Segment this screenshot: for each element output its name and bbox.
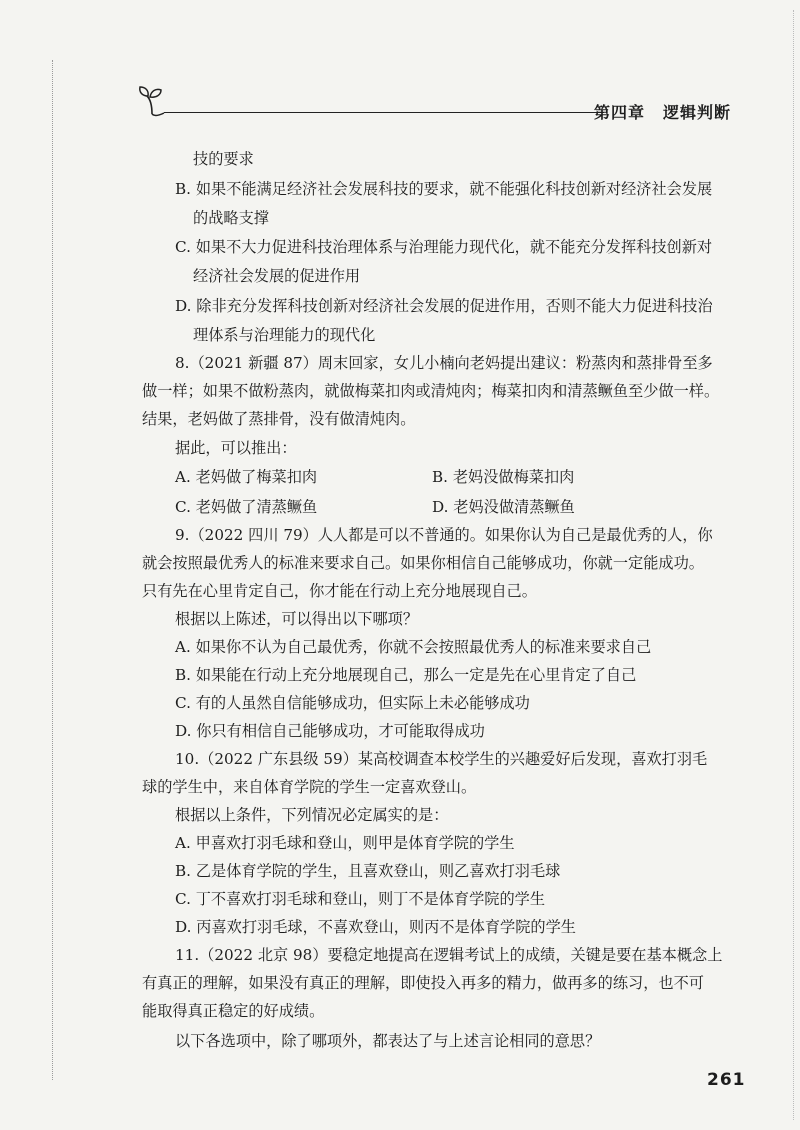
text-line: 根据以上条件，下列情况必定属实的是： (175, 806, 449, 824)
option-a: A. 如果你不认为自己最优秀，你就不会按照最优秀人的标准来要求自己 (175, 638, 652, 656)
text-line: 的战略支撑 (193, 209, 269, 227)
option-b: B. 老妈没做梅菜扣肉 (432, 468, 575, 486)
page-number: 261 (707, 1070, 746, 1090)
text-line: 球的学生中，来自体育学院的学生一定喜欢登山。 (142, 778, 477, 796)
option-c: C. 丁不喜欢打羽毛球和登山，则丁不是体育学院的学生 (175, 890, 546, 908)
text-line: 能取得真正稳定的好成绩。 (142, 1002, 325, 1020)
header-rule (164, 112, 604, 113)
option-d: D. 老妈没做清蒸鳜鱼 (432, 498, 575, 516)
text-line: 9.（2022 四川 79）人人都是可以不普通的。如果你认为自己是最优秀的人，你 (175, 526, 713, 544)
text-line: C. 如果不大力促进科技治理体系与治理能力现代化，就不能充分发挥科技创新对 (175, 238, 713, 256)
text-line: 就会按照最优秀人的标准来要求自己。如果你相信自己能够成功，你就一定能成功。 (142, 554, 704, 572)
text-line: B. 如果不能满足经济社会发展科技的要求，就不能强化科技创新对经济社会发展 (175, 180, 713, 198)
option-d: D. 你只有相信自己能够成功，才可能取得成功 (175, 722, 485, 740)
edge-margin (793, 10, 794, 1120)
binding-margin (52, 60, 53, 1080)
chapter-label: 第四章 (594, 103, 646, 122)
option-a: A. 甲喜欢打羽毛球和登山，则甲是体育学院的学生 (175, 834, 515, 852)
text-line: 做一样；如果不做粉蒸肉，就做梅菜扣肉或清炖肉；梅菜扣肉和清蒸鳜鱼至少做一样。 (142, 382, 720, 400)
option-b: B. 如果能在行动上充分地展现自己，那么一定是先在心里肯定了自己 (175, 666, 637, 684)
option-b: B. 乙是体育学院的学生，且喜欢登山，则乙喜欢打羽毛球 (175, 862, 561, 880)
option-d: D. 丙喜欢打羽毛球，不喜欢登山，则丙不是体育学院的学生 (175, 918, 576, 936)
option-c: C. 有的人虽然自信能够成功，但实际上未必能够成功 (175, 694, 530, 712)
text-line: 只有先在心里肯定自己，你才能在行动上充分地展现自己。 (142, 582, 537, 600)
text-line: 理体系与治理能力的现代化 (193, 326, 376, 344)
text-line: 以下各选项中，除了哪项外，都表达了与上述言论相同的意思？ (175, 1032, 601, 1050)
option-c: C. 老妈做了清蒸鳜鱼 (175, 498, 318, 516)
text-line: 有真正的理解，如果没有真正的理解，即使投入再多的精力，做再多的练习，也不可 (142, 974, 704, 992)
subject-label: 逻辑判断 (663, 103, 732, 122)
text-line: 根据以上陈述，可以得出以下哪项？ (175, 610, 418, 628)
text-line: 经济社会发展的促进作用 (193, 267, 361, 285)
chapter-title (594, 100, 731, 123)
text-line: 10.（2022 广东县级 59）某高校调查本校学生的兴趣爱好后发现，喜欢打羽毛 (175, 750, 708, 768)
option-a: A. 老妈做了梅菜扣肉 (175, 468, 318, 486)
text-line: 8.（2021 新疆 87）周末回家，女儿小楠向老妈提出建议：粉蒸肉和蒸排骨至多 (175, 354, 713, 372)
text-line: 技的要求 (193, 150, 254, 168)
text-line: 据此，可以推出： (175, 439, 297, 457)
text-line: D. 除非充分发挥科技创新对经济社会发展的促进作用，否则不能大力促进科技治 (175, 297, 713, 315)
text-line: 结果，老妈做了蒸排骨，没有做清炖肉。 (142, 410, 416, 428)
text-line: 11.（2022 北京 98）要稳定地提高在逻辑考试上的成绩，关键是要在基本概念上 (175, 946, 723, 964)
running-header (138, 84, 738, 124)
